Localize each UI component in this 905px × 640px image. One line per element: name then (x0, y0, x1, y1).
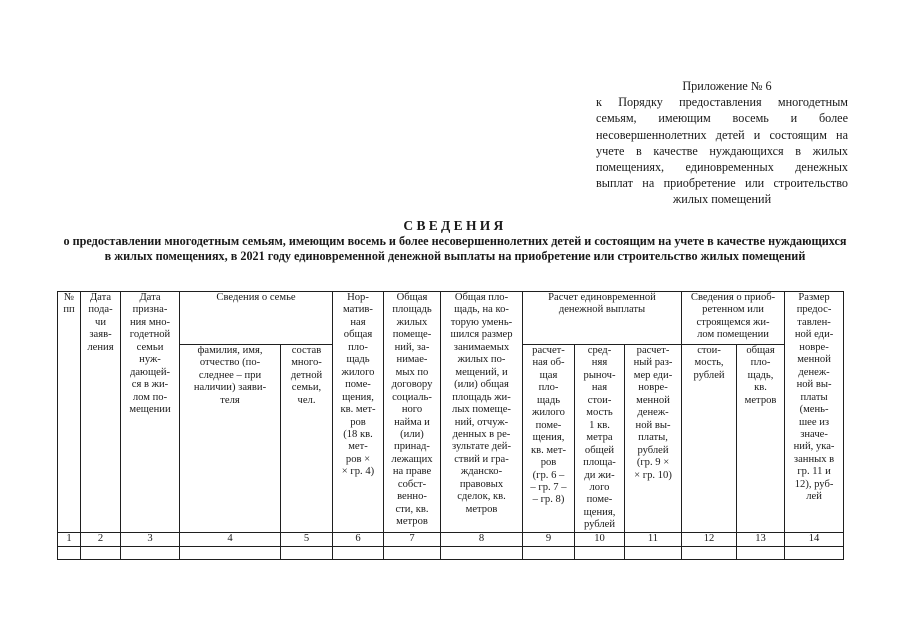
header-cell-family-size: состав много- детной семьи, чел. (281, 345, 333, 533)
column-number: 9 (523, 532, 575, 546)
header-cell-application-date: Дата пода- чи заяв- ления (81, 292, 121, 533)
appendix-block (596, 78, 848, 208)
column-number-row (58, 532, 844, 546)
appendix-text: к Порядку предоставления многодетным семьям, имеющим восемь и более несовершеннолетних детей и состоящим на учете в качестве нуждающихся в жилых помещениях, единовременных денежных выплат на приобретение или строительство жилых помещений (596, 95, 848, 207)
document-subtitle: о предоставлении многодетным семьям, имеющим восемь и более несовершеннолетних детей и состоящим на учете в качестве нуждающихся в жилых помещениях, в 2021 году единовременной денежной выплаты на приобретение или строительство жилых помещений (63, 234, 847, 263)
header-row-top (58, 292, 844, 345)
column-number: 1 (58, 532, 81, 546)
header-cell-payment-amount: Размер предос- тавлен- ной еди- новре- менной денеж- ной вы- платы (мень- шее из значе- ний, ука- занных в гр. 11 и 12), руб- лей (785, 292, 844, 533)
header-cell-market-price: сред- няя рыноч- ная стои- мость 1 кв. метра общей площа- ди жи- лого поме- щения, рублей (575, 345, 625, 533)
table-cell (785, 546, 844, 559)
header-cell-reduced-area: Общая пло- щадь, на ко- торую умень- шился размер занимаемых жилых по- мещений, и (или) общая площадь жи- лых помеще- ний, отчуж- денных в ре- зультате дей- ствий и гра- жданско- правовых сделок, кв. метров (441, 292, 523, 533)
header-group-family: Сведения о семье (180, 292, 333, 345)
document-title: СВЕДЕНИЯ (403, 218, 507, 233)
header-cell-normative-area: Нор- матив- ная общая пло- щадь жилого поме- щения, кв. мет- ров (18 кв. мет- ров × × гр. 4) (333, 292, 384, 533)
table-cell (180, 546, 281, 559)
table-cell (625, 546, 682, 559)
header-cell-applicant-name: фамилия, имя, отчество (по- следнее – при наличии) заяви- теля (180, 345, 281, 533)
column-number: 11 (625, 532, 682, 546)
column-number: 4 (180, 532, 281, 546)
header-cell-number: № пп (58, 292, 81, 533)
header-group-payment-calculation: Расчет единовременной денежной выплаты (523, 292, 682, 345)
table-cell (81, 546, 121, 559)
table-cell (441, 546, 523, 559)
column-number: 10 (575, 532, 625, 546)
column-number: 5 (281, 532, 333, 546)
column-number: 12 (682, 532, 737, 546)
document-heading (60, 217, 850, 264)
data-table (57, 291, 844, 560)
header-cell-housing-area: общая пло- щадь, кв. метров (737, 345, 785, 533)
table-cell (281, 546, 333, 559)
column-number: 7 (384, 532, 441, 546)
header-cell-recognition-date: Дата призна- ния мно- годетной семьи нуж- дающей- ся в жи- лом по- мещении (121, 292, 180, 533)
header-cell-housing-cost: стои- мость, рублей (682, 345, 737, 533)
column-number: 8 (441, 532, 523, 546)
column-number: 2 (81, 532, 121, 546)
appendix-title: Приложение № 6 (682, 79, 772, 93)
column-number: 14 (785, 532, 844, 546)
column-number: 3 (121, 532, 180, 546)
table-cell (737, 546, 785, 559)
table-cell (58, 546, 81, 559)
table-cell (682, 546, 737, 559)
empty-data-row (58, 546, 844, 559)
column-number: 6 (333, 532, 384, 546)
header-group-housing-info: Сведения о приоб- ретенном или строящемся жи- лом помещении (682, 292, 785, 345)
header-cell-calculated-payment: расчет- ный раз- мер еди- новре- менной денеж- ной вы- платы, рублей (гр. 9 × × гр. 10) (625, 345, 682, 533)
header-cell-occupied-area: Общая площадь жилых помеще- ний, за- нимае- мых по договору социаль- ного найма и (или) принад- лежащих на праве собст- венно- сти, кв. метров (384, 292, 441, 533)
table-cell (121, 546, 180, 559)
header-cell-calculated-area: расчет- ная об- щая пло- щадь жилого поме- щения, кв. мет- ров (гр. 6 – – гр. 7 – – гр. 8) (523, 345, 575, 533)
column-number: 13 (737, 532, 785, 546)
table-cell (523, 546, 575, 559)
table-cell (333, 546, 384, 559)
table-cell (384, 546, 441, 559)
table-cell (575, 546, 625, 559)
